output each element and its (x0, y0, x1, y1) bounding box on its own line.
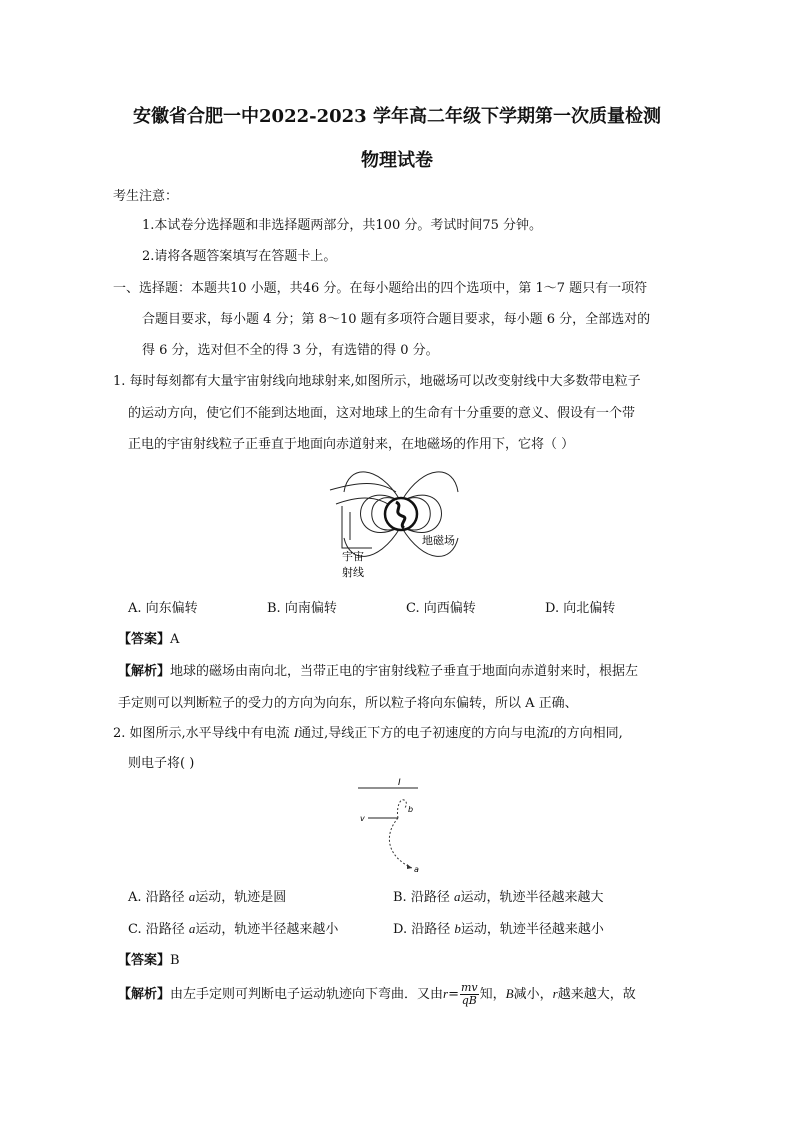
option-text: 运动，轨迹半径越来越小 (195, 922, 339, 937)
q2-analysis-line-1 (118, 982, 636, 1007)
q2-answer (118, 949, 180, 968)
page-subtitle: 物理试卷 (361, 150, 433, 171)
stem-text: 的方向相同, (553, 726, 623, 741)
section-1-line-1: 一、选择题：本题共10 小题，共46 分。在每小题给出的四个选项中，第 1～7 题只有一项符 (113, 281, 648, 296)
option-text: D. 沿路径 (393, 922, 455, 937)
analysis-text: 知， (479, 987, 506, 1002)
q2-stem-line-2: 则电子将( ) (128, 756, 195, 771)
option-text: 运动，轨迹半径越来越小 (460, 922, 604, 937)
formula-numerator: mv (461, 981, 478, 994)
q1-option-b: B. 向南偏转 (267, 601, 337, 616)
answer-label: 【答案】 (118, 953, 171, 968)
q2-option-b (393, 886, 603, 905)
equals-sign: = (448, 987, 459, 1002)
q1-answer (118, 628, 179, 647)
analysis-text: 由左手定则可判断电子运动轨迹向下弯曲．又由 (170, 987, 444, 1002)
stem-text: 2. 如图所示,水平导线中有电流 (113, 726, 294, 741)
answer-label: 【答案】 (118, 632, 171, 647)
q1-option-c: C. 向西偏转 (406, 601, 476, 616)
option-var: a (453, 889, 461, 904)
option-text: A. 沿路径 (128, 890, 189, 905)
option-var: a (188, 921, 196, 936)
wire-current-label: I (398, 778, 401, 788)
notice-item-1: 1.本试卷分选择题和非选择题两部分，共100 分。考试时间75 分钟。 (142, 218, 543, 233)
analysis-text: 越来越大，故 (557, 987, 636, 1002)
option-var: a (188, 889, 196, 904)
formula-denominator: qB (461, 994, 477, 1007)
q1-stem-line-1: 1. 每时每刻都有大量宇宙射线向地球射来,如图所示，地磁场可以改变射线中大多数带电粒子 (113, 374, 641, 389)
analysis-text: 地球的磁场由南向北，当带正电的宇宙射线粒子垂直于地面向赤道射来时，根据左 (170, 664, 639, 679)
stem-text: 通过,导线正下方的电子初速度的方向与电流 (298, 726, 550, 741)
q1-analysis-line-1 (118, 660, 638, 679)
notice-item-2: 2.请将各题答案填写在答题卡上。 (142, 249, 337, 264)
path-a-label: a (414, 865, 419, 874)
var-field: B (505, 986, 514, 1001)
var-current: I (549, 725, 554, 740)
ray-label-1: 宇宙 (342, 550, 364, 563)
q2-stem-line-1 (113, 722, 623, 741)
option-text: 运动，轨迹是圆 (195, 890, 287, 905)
q1-option-a: A. 向东偏转 (128, 601, 198, 616)
analysis-text: 减小， (513, 987, 553, 1002)
q2-option-d (393, 918, 604, 937)
q1-option-d: D. 向北偏转 (545, 601, 616, 616)
answer-value: B (170, 953, 180, 968)
radius-formula (460, 982, 479, 1007)
ray-label-2: 射线 (342, 566, 364, 579)
option-var: b (454, 921, 461, 936)
q1-analysis-line-2: 手定则可以判断粒子的受力的方向为向东，所以粒子将向东偏转，所以 A 正确、 (118, 696, 578, 711)
var-radius: r (443, 986, 449, 1001)
var-current: I (293, 725, 299, 740)
q2-option-a (128, 886, 286, 905)
q2-option-c (128, 918, 338, 937)
analysis-label: 【解析】 (118, 664, 171, 679)
section-1-line-2: 合题目要求，每小题 4 分；第 8～10 题有多项符合题目要求，每小题 6 分，全部选对的 (142, 312, 651, 327)
field-label: 地磁场 (422, 534, 455, 547)
q1-stem-line-2: 的运动方向，使它们不能到达地面，这对地球上的生命有十分重要的意义、假设有一个带 (128, 406, 636, 421)
answer-value: A (170, 632, 180, 647)
velocity-label: v (360, 814, 365, 823)
option-text: C. 沿路径 (128, 922, 189, 937)
page-title: 安徽省合肥一中2022-2023 学年高二年级下学期第一次质量检测 (133, 106, 661, 127)
option-text: B. 沿路径 (393, 890, 454, 905)
path-b-label: b (408, 805, 414, 814)
section-1-line-3: 得 6 分，选对但不全的得 3 分，有选错的得 0 分。 (142, 343, 439, 358)
wire-electron-figure (356, 776, 432, 874)
var-radius: r (552, 986, 558, 1001)
analysis-label: 【解析】 (118, 987, 171, 1002)
earth-magnetic-field-figure (328, 456, 476, 582)
notice-label: 考生注意： (113, 189, 179, 204)
q1-stem-line-3: 正电的宇宙射线粒子正垂直于地面向赤道射来，在地磁场的作用下，它将（ ） (128, 437, 575, 452)
option-text: 运动，轨迹半径越来越大 (460, 890, 604, 905)
